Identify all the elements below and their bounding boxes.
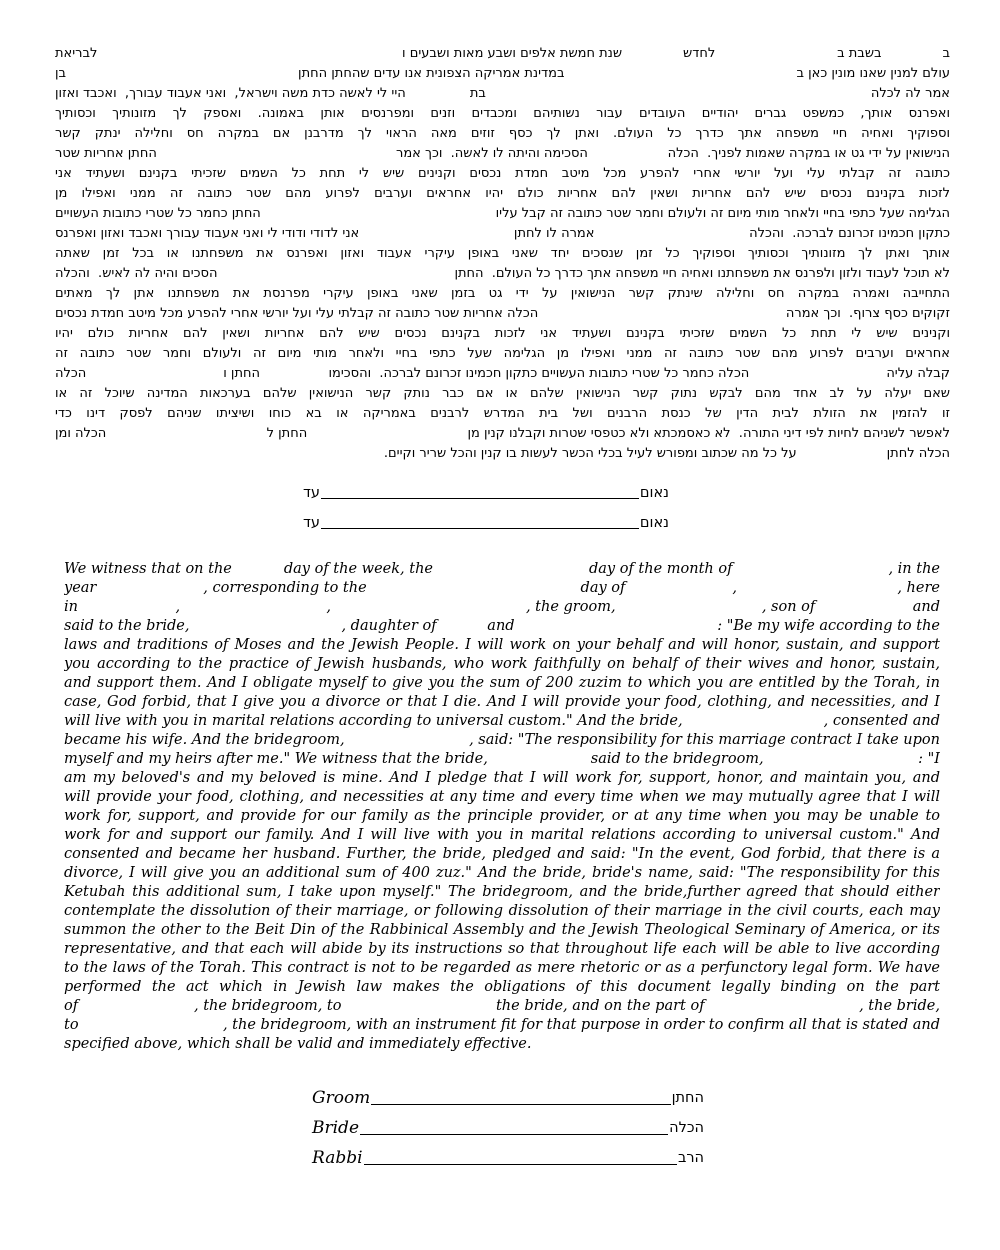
text-run: החתן ו [223, 366, 260, 381]
bride-signature-line [360, 1120, 668, 1135]
text-run: אמר לה לכלה [870, 86, 950, 101]
hebrew-text-line [55, 364, 950, 384]
hebrew-text-line: וקנינים שיש לי תחת כל השמים שזכיתי בקנינם ושעתיד אני לזכות בקנינם נכסים שיש להם אחריות ושאין להם אחריות כולם יהיו [55, 326, 950, 341]
hebrew-text-line: זו להזמין את הזולת לבית הדין של כנסת הרבנים ושל בית המדרש לרבנים באמריקה או בא כוחו ושיציתו שניהם לפסק דינו כדי [55, 406, 950, 421]
witness-signature-line [321, 514, 639, 529]
text-run: הכלה [55, 366, 87, 381]
text-run: לאפשר לשניהם לחיות לפי דיני התורה. לא כאסמכתא ולא כטפסי שטרות וקבלנו קנין מן [467, 426, 950, 441]
rabbi-signature-row [312, 1144, 704, 1168]
rabbi-label-english: Rabbi [312, 1148, 363, 1168]
hebrew-text-line [55, 224, 950, 244]
english-text-line [64, 617, 940, 636]
text-run: הנישואין על ידי גט או במקרה שאמות לפניך. הכלה [667, 146, 950, 161]
text-run: הכלה אחריות שטר כתובה זה קבלתי עלי ועל יורשי אחרי להפרע מכל מיטב חמדת נכסים [55, 306, 539, 321]
text-run: אני לדודי ודודי לי ואני אעבוד עבורך ואכבד ואזון ואפרנס [55, 226, 360, 241]
hebrew-text-line [55, 444, 950, 464]
hebrew-text-line: התחייבה ואמרה במקרה חס וחלילה שינתק קשר הנישואין על ידי גט בזמן שאני באופן עיקרי מפרנסת את משפחתנו אתן לך מאתים [55, 286, 950, 301]
text-run: כתקון חכמינו זכרונם לברכה. והכלה [749, 226, 950, 241]
text-run: became his wife. And the bridegroom, [64, 732, 345, 748]
groom-label-hebrew: החתן [671, 1090, 704, 1106]
hebrew-text-line: שאם יעלה על לב אחד מהם לבקש נתוק קשר הנישואין שלהם או אם כבר נותק קשר הנישואין שלהם בערכאות המדינה שיוכל זה או [55, 386, 950, 401]
text-run: שנת חמשת אלפים ושבע מאות ושבעים ו [402, 46, 623, 61]
english-text-line: work for and support our family. And I will live with you in marital relations according to universal custom." And [64, 827, 940, 843]
text-run: , said: "The responsibility for this marriage contract I take upon [469, 732, 940, 748]
english-text-line [64, 997, 940, 1016]
hebrew-text-line: כתובה זה קבלתי עלי ועל יורשי אחרי להפרע מכל מיטב חמדת נכסים וקנינים שיש לי תחת כל השמים שזכיתי בקנינם ושעתיד אני [55, 166, 950, 181]
text-run: , here [897, 580, 940, 596]
text-run: קבלה עליה [886, 366, 950, 381]
declared-by-label: נאום [639, 515, 669, 531]
witness-label: עד [303, 485, 320, 501]
declared-by-label: נאום [639, 485, 669, 501]
hebrew-text-line [55, 424, 950, 444]
bride-label-english: Bride [312, 1118, 359, 1138]
english-text-line: divorce, I will give you an additional sum of 400 zuz." And the bride, bride's name, said: "The responsibility for this [64, 865, 940, 881]
text-run: : "I [918, 751, 940, 767]
witness-label: עד [303, 515, 320, 531]
english-text-line [64, 579, 940, 598]
text-run: , [175, 599, 181, 615]
hebrew-text-line: אחראים וערבים לפרוע מהם שטר כתובה זה ממני ואפילו מן הגלימה שעל כתפי בחיי ולאחר מותי מיום זה ולעולם וחמר שטר כתובה זה [55, 346, 950, 361]
text-run: day of the week, the [283, 561, 433, 577]
text-run: , the groom, [525, 599, 616, 615]
english-text-line: laws and traditions of Moses and the Jewish People. I will work on your behalf and will honor, sustain, and support [64, 637, 940, 653]
hebrew-text-line [55, 64, 950, 84]
text-run: בן [55, 66, 67, 81]
english-text-line [64, 750, 940, 769]
signature-section [312, 1084, 704, 1174]
rabbi-label-hebrew: הרב [677, 1150, 704, 1166]
text-run: in [64, 599, 78, 615]
groom-signature-row [312, 1084, 704, 1108]
english-text-line: consented and became her husband. Further, the bride, pledged and said: "In the event, God forbid, that there is a [64, 846, 940, 862]
text-run: , corresponding to the [203, 580, 367, 596]
english-text-line: Ketubah this additional sum, I take upon myself." The bridegroom, and the bride,further agreed that should either [64, 884, 940, 900]
text-run: , [732, 580, 737, 596]
text-run: עולם למנין שאנו מונין כאן ב [796, 66, 950, 81]
text-run: לא תוכל לעבוד ולזון ולפרנס את משפחתנו ואחיה חיי משפחה אתך כדרך כל העולם. החתן [454, 266, 950, 281]
witness-signature-line [321, 484, 639, 499]
text-run: הכלה לחתן [886, 446, 950, 461]
text-run: הסכים והיה לה לאיש. והכלה [55, 266, 218, 281]
text-run: , the bridegroom, to [193, 998, 342, 1014]
rabbi-signature-line [364, 1150, 677, 1165]
english-text-line: specified above, which shall be valid and immediately effective. [64, 1036, 532, 1052]
witness-signature-section [303, 478, 669, 538]
text-run: , the bridegroom, with an instrument fit for that purpose in order to confirm all that is stated and [222, 1017, 940, 1033]
english-text-line: summon the other to the Beit Din of the Rabbinical Assembly and the Jewish Theological Seminary of America, or its [64, 922, 940, 938]
english-text-line: representative, and that each will abide by its instructions so that throughout life each will be able to live according [64, 941, 940, 957]
hebrew-text-line [55, 84, 950, 104]
text-run: במדינת אמריקה הצפונית אנו עדים שהחתן החתן [298, 66, 565, 81]
english-text-line [64, 560, 940, 579]
text-run: , [326, 599, 331, 615]
english-text-line: performed the act which in Jewish law makes the obligations of this document legally binding on the part [64, 979, 940, 995]
english-text-line: contemplate the dissolution of their marriage, or following dissolution of their marriage in the civil courts, each may [64, 903, 940, 919]
groom-label-english: Groom [312, 1088, 371, 1108]
text-run: and [912, 599, 940, 615]
text-run: זקוקים כסף צרוף. וכך אמרה [785, 306, 950, 321]
bride-label-hebrew: הכלה [669, 1120, 704, 1136]
text-run: : "Be my wife according to the [717, 618, 940, 634]
text-run: לבריאת [55, 46, 98, 61]
text-run: הכלה כחמר כל שטרי כתובות העשויים כתקון חכמינו זכרונם לברכה. והסכימו [328, 366, 750, 381]
hebrew-text-line: וספוקיך ואחיה חיי משפחה אתך כדרך כל העולם. ואתן לך כסף זוזים מאה הראוי לך מדרבנן אם במקרה חס וחלילה ינתק קשר [55, 126, 950, 141]
hebrew-text-line [55, 204, 950, 224]
text-run: , daughter of [341, 618, 437, 634]
text-run: הגלימה שעל כתפי בחיי ולאחר מותי מיום זה ולעולם וחמר שטר כתובה זה קבל עליו [495, 206, 950, 221]
text-run: will live with you in marital relations according to universal custom." And the bride, [64, 713, 683, 729]
hebrew-text-line: לזכות בקנינם נכסים שיש להם אחריות ושאין להם אחריות כולם יהיו אחראים וערבים לפרוע מהם שטר כתובה זה ממני ואפילו מן [55, 186, 950, 201]
text-run: the bride, and on the part of [495, 998, 705, 1014]
english-text-line [64, 598, 940, 617]
text-run: day of the month of [588, 561, 733, 577]
text-run: , the bride, [859, 998, 940, 1014]
text-run: said to the bridegroom, [590, 751, 764, 767]
text-run: הכלה ומן [55, 426, 107, 441]
text-run: and [487, 618, 515, 634]
english-text-line: work for, support, and provide for our family as the principle provider, or at any time when you may be unable to [64, 808, 940, 824]
hebrew-text-line [55, 144, 950, 164]
text-run: בת [469, 86, 486, 101]
text-run: year [64, 580, 97, 596]
hebrew-text-line [55, 304, 950, 324]
text-run: of [64, 998, 79, 1014]
text-run: myself and my heirs after me." We witness that the bride, [64, 751, 488, 767]
text-run: אמרה לו לחתן [513, 226, 595, 241]
text-run: to [64, 1017, 79, 1033]
hebrew-text-line [55, 264, 950, 284]
text-run: ב [942, 46, 950, 61]
hebrew-text-section [55, 44, 950, 464]
text-run: day of [580, 580, 626, 596]
text-run: , consented and [823, 713, 940, 729]
english-text-line [64, 731, 940, 750]
hebrew-text-line [55, 44, 950, 64]
text-run: הסכימה והיתה לו לאשה. וכך אמר [396, 146, 588, 161]
witness-signature-row [303, 508, 669, 532]
hebrew-text-line: אותך ואתן לך מזונותיך וכסותיך וספוקיך כל זמן שנסכים יחד שאני באופן עיקרי אעבוד ואזון ואפרנס את משפחתנו או בכל זמן שאתה [55, 246, 950, 261]
english-text-line: and support them. And I obligate myself to give you the sum of 200 zuzim to which you are entitled by the Torah, in [64, 675, 940, 691]
text-run: We witness that on the [64, 561, 232, 577]
english-text-line [64, 1016, 940, 1035]
text-run: , son of [761, 599, 816, 615]
english-text-line: will provide your food, clothing, and necessities at any time and every time when we may mutually agree that I will [64, 789, 940, 805]
english-text-line: to the laws of the Torah. This contract is not to be regarded as mere rhetoric or as a perfunctory legal form. We have [64, 960, 940, 976]
text-run: היי לי לאשה כדת משה וישראל, ואני אעבוד עבורך, ואכבד ואזון [55, 86, 406, 101]
bride-signature-row [312, 1114, 704, 1138]
text-run: על כל מה שכתוב ומפורש לעיל בכלי הכשר לעשות בו קנין והכל שריר וקיים. [383, 446, 797, 461]
english-text-line: you according to the practice of Jewish husbands, who work faithfully on behalf of their wives and honor, sustain, [64, 656, 940, 672]
english-text-section [64, 560, 940, 1054]
text-run: , in the [888, 561, 940, 577]
hebrew-text-line: ואפרנס אותך, כמשפט גברים יהודיים העובדים עבור נשותיהם ומכבדים וזנים ומפרנסים אותן באמונה. ואספק לך מזונותיך וכסותיך [55, 106, 950, 121]
text-run: לחדש [683, 46, 716, 61]
english-text-line: case, God forbid, that I give you a divorce or that I die. And I will provide your food, clothing, and necessities, and I [64, 694, 940, 710]
groom-signature-line [371, 1090, 670, 1105]
text-run: החתן ל [266, 426, 308, 441]
text-run: בשבת ב [837, 46, 882, 61]
text-run: said to the bride, [64, 618, 190, 634]
witness-signature-row [303, 478, 669, 502]
text-run: החתן כחמר כל שטרי כתובות העשויים [55, 206, 261, 221]
text-run: החתן אחריות שטר [55, 146, 157, 161]
english-text-line [64, 712, 940, 731]
english-text-line: am my beloved's and my beloved is mine. And I pledge that I will work for, support, honor, and maintain you, and [64, 770, 940, 786]
